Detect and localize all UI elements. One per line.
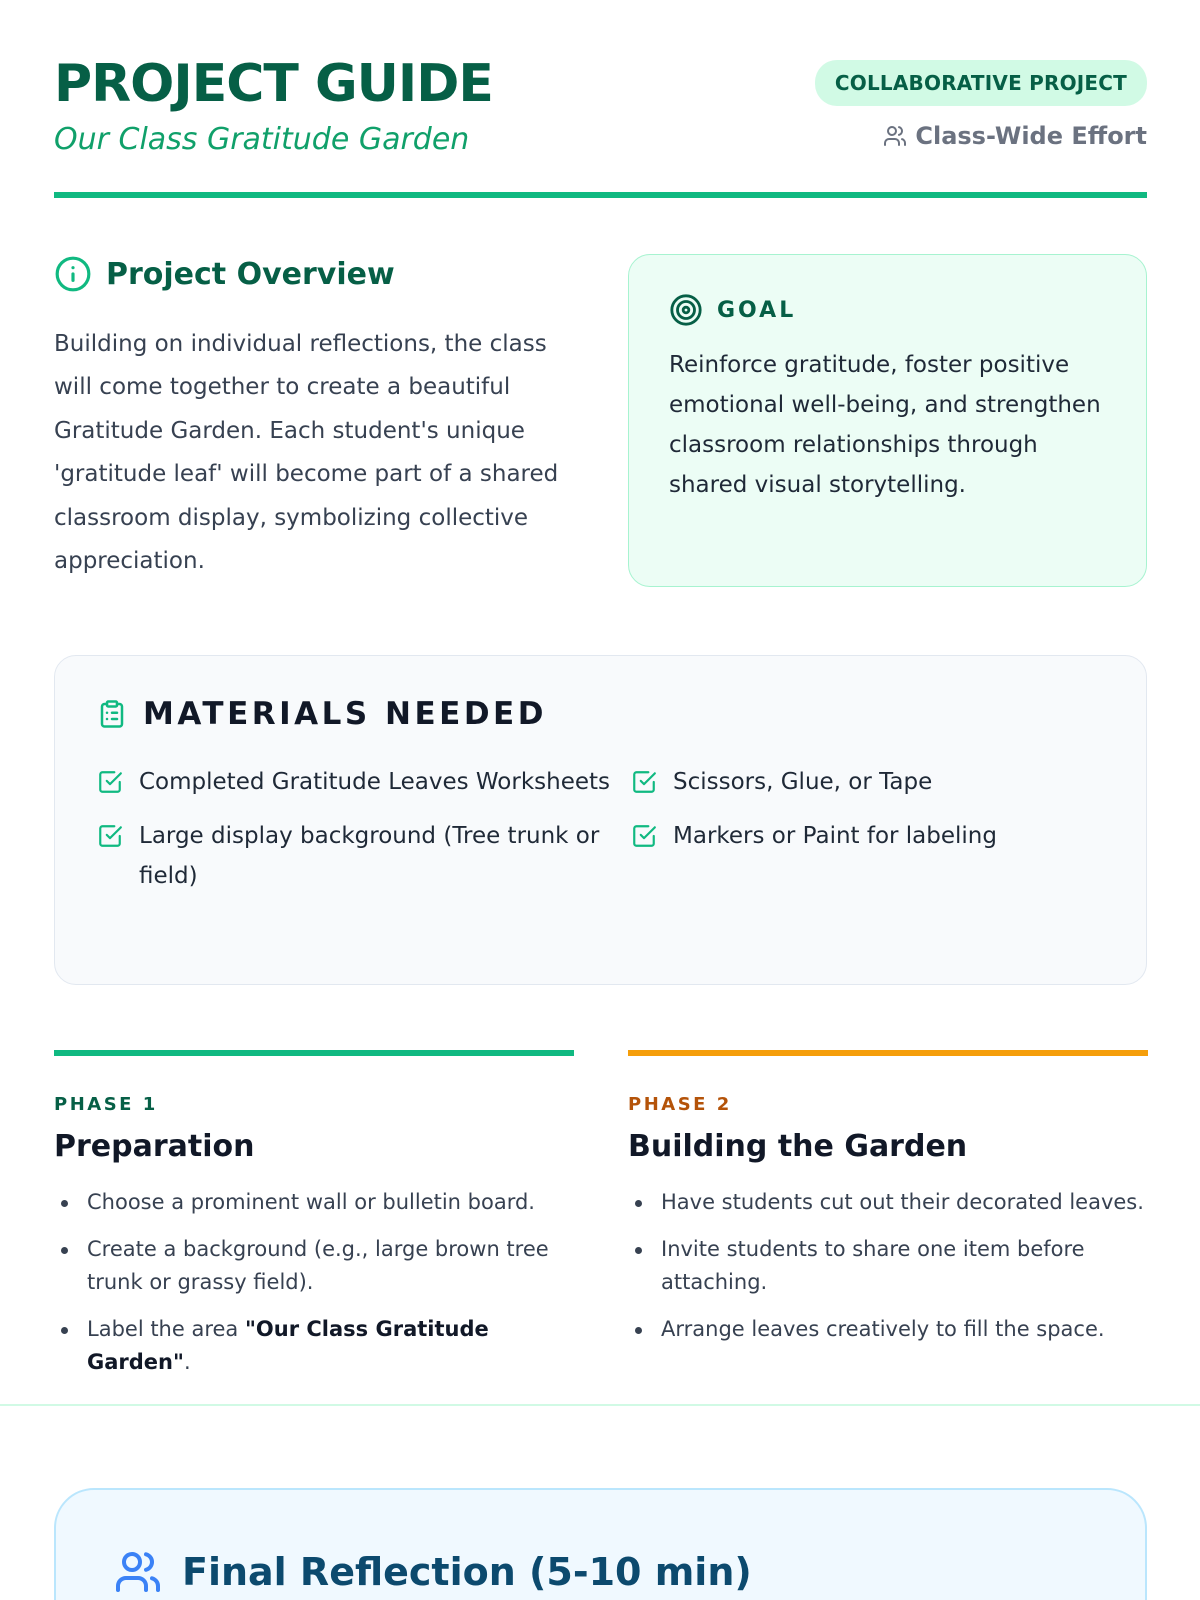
material-item-label: Scissors, Glue, or Tape xyxy=(673,769,933,795)
checkbox-checked-icon xyxy=(631,823,657,849)
phase-1-label: PHASE 1 xyxy=(54,1094,158,1115)
header-divider xyxy=(54,192,1147,198)
phase-1-accent-bar xyxy=(54,1050,574,1056)
effort-text: Class-Wide Effort xyxy=(915,122,1147,150)
material-item xyxy=(97,816,631,896)
goal-heading xyxy=(669,293,1106,327)
target-icon xyxy=(669,293,703,327)
phase-1-steps xyxy=(54,1186,574,1379)
material-item xyxy=(631,816,1101,896)
project-type-badge: COLLABORATIVE PROJECT xyxy=(815,60,1147,106)
list-item: Choose a prominent wall or bulletin board. xyxy=(54,1186,574,1219)
goal-text: Reinforce gratitude, foster positive emotional well-being, and strengthen classroom relationships through shared visual storytelling. xyxy=(669,352,1101,498)
list-item: Create a background (e.g., large brown tree trunk or grassy field). xyxy=(54,1233,574,1299)
garden-name-emphasis: "Our Class Gratitude Garden" xyxy=(87,1317,489,1374)
phase-2-label: PHASE 2 xyxy=(628,1094,732,1115)
overview-heading xyxy=(54,255,574,293)
list-item: Invite students to share one item before attaching. xyxy=(628,1233,1148,1299)
clipboard-list-icon xyxy=(97,698,127,730)
checkbox-checked-icon xyxy=(97,769,123,795)
materials-card xyxy=(54,655,1147,985)
material-item-label: Large display background (Tree trunk or field) xyxy=(139,823,600,889)
page-header xyxy=(54,52,1147,202)
list-item: Arrange leaves creatively to fill the space. xyxy=(628,1313,1148,1346)
material-item xyxy=(631,762,1101,802)
materials-heading xyxy=(97,696,1104,732)
final-reflection-heading xyxy=(114,1548,1087,1596)
phase-1-title: Preparation xyxy=(54,1129,255,1164)
overview-section xyxy=(54,255,574,583)
users-icon xyxy=(883,124,907,148)
info-icon xyxy=(54,255,92,293)
page-subtitle: Our Class Gratitude Garden xyxy=(54,122,470,157)
phase-2-section xyxy=(628,1050,1148,1360)
users-icon xyxy=(114,1548,162,1596)
material-item-label: Markers or Paint for labeling xyxy=(673,823,997,849)
effort-label xyxy=(883,122,1147,150)
overview-heading-text: Project Overview xyxy=(106,256,395,292)
phase-2-accent-bar xyxy=(628,1050,1148,1056)
list-item-text: Label the area xyxy=(87,1317,245,1341)
list-item xyxy=(54,1313,574,1379)
phase-2-steps xyxy=(628,1186,1148,1346)
checkbox-checked-icon xyxy=(631,769,657,795)
overview-text: Building on individual reflections, the class will come together to create a beautiful Gratitude Garden. Each student's unique 'gratitude leaf' will become part of a shared classroom display, symbolizing collective appreciation. xyxy=(54,331,559,575)
materials-list xyxy=(97,762,1104,896)
list-item-suffix: . xyxy=(183,1350,191,1374)
materials-heading-text: MATERIALS NEEDED xyxy=(143,696,547,732)
material-item-label: Completed Gratitude Leaves Worksheets xyxy=(139,769,611,795)
phase-1-section xyxy=(54,1050,574,1393)
final-reflection-card xyxy=(54,1488,1147,1600)
final-reflection-heading-text: Final Reflection (5-10 min) xyxy=(182,1550,752,1594)
phase-2-title: Building the Garden xyxy=(628,1129,968,1164)
material-item xyxy=(97,762,631,802)
section-divider xyxy=(0,1404,1200,1406)
goal-card xyxy=(628,254,1147,587)
checkbox-checked-icon xyxy=(97,823,123,849)
list-item: Have students cut out their decorated leaves. xyxy=(628,1186,1148,1219)
page-title: PROJECT GUIDE xyxy=(54,54,493,114)
goal-heading-text: GOAL xyxy=(717,297,797,323)
